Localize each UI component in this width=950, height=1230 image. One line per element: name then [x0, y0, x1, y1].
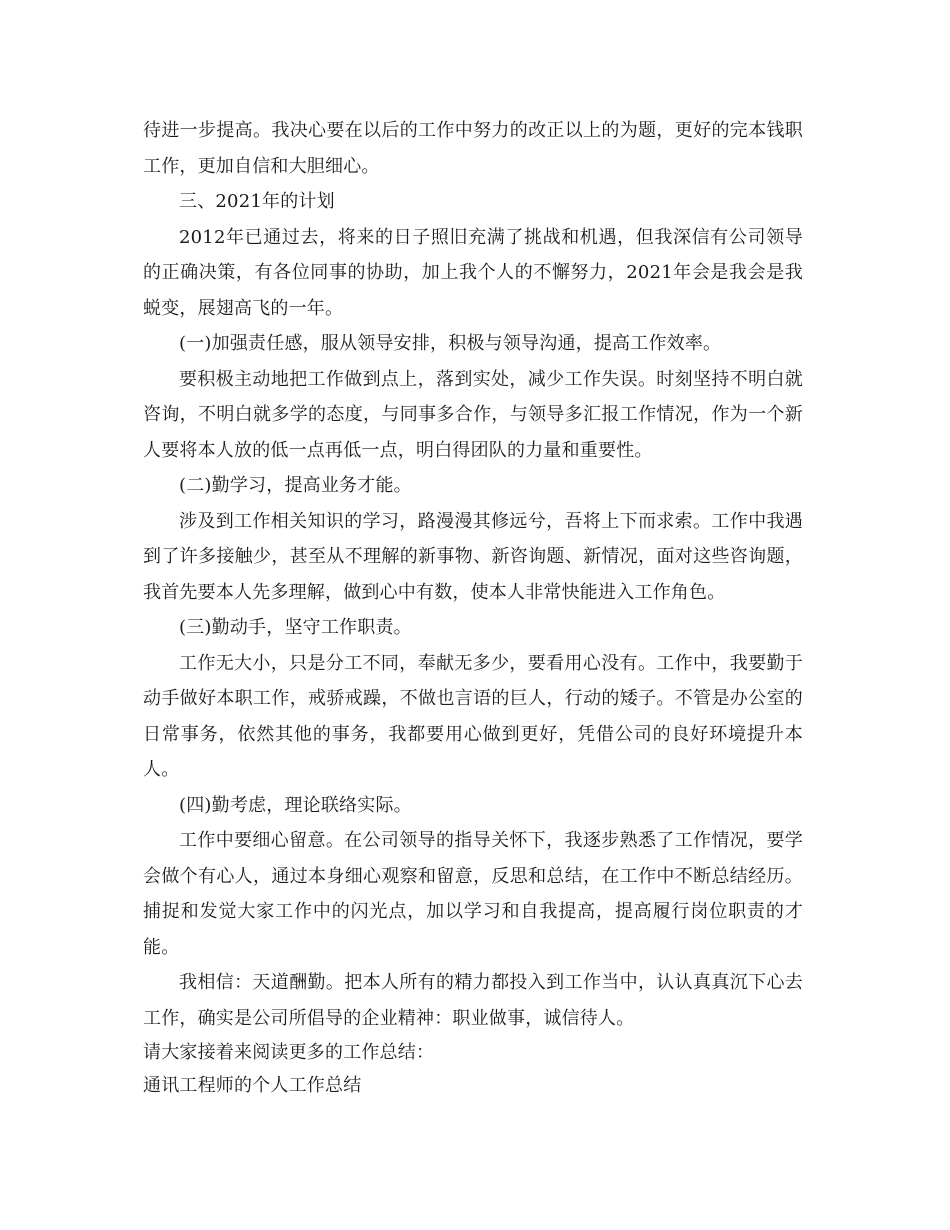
paragraph-responsibility: 要积极主动地把工作做到点上，落到实处，减少工作失误。时刻坚持不明白就咨询，不明白就多学的态度，与同事多合作，与领导多汇报工作情况，作为一个新人要将本人放的低一点再低一点，明白得团队的力量和重要性。: [143, 368, 803, 461]
paragraph-study: 涉及到工作相关知识的学习，路漫漫其修远兮，吾将上下而求索。工作中我遇到了许多接触少，甚至从不理解的新事物、新咨询题、新情况，面对这些咨询题，我首先要本人先多理解，做到心中有数，使本人非常快能进入工作角色。: [143, 510, 803, 603]
paragraph-hands-on: 工作无大小，只是分工不同，奉献无多少，要看用心没有。工作中，我要勤于动手做好本职工作，戒骄戒躁，不做也言语的巨人，行动的矮子。不管是办公室的日常事务，依然其他的事务，我都要用心做到更好，凭借公司的良好环境提升本人。: [143, 652, 803, 780]
related-article-title: 通讯工程师的个人工作总结: [143, 1075, 362, 1096]
subheading-hands-on: (三)勤动手，坚守工作职责。: [179, 617, 412, 638]
subheading-study: (二)勤学习，提高业务才能。: [179, 475, 412, 496]
subheading-responsibility: (一)加强责任感，服从领导安排，积极与领导沟通，提高工作效率。: [179, 333, 722, 354]
section-heading-plan: 三、2021年的计划: [179, 191, 335, 212]
subheading-thinking: (四)勤考虑，理论联络实际。: [179, 794, 412, 816]
paragraph-belief: 我相信：天道酬勤。把本人所有的精力都投入到工作当中，认认真真沉下心去工作，确实是公司所倡导的企业精神：职业做事，诚信待人。: [143, 972, 803, 1029]
document-body: [143, 113, 803, 1102]
paragraph-plan-intro: 2012年已通过去，将来的日子照旧充满了挑战和机遇，但我深信有公司领导的正确决策，有各位同事的协助，加上我个人的不懈努力，2021年会是我会是我蜕变，展翅高飞的一年。: [143, 226, 803, 319]
paragraph-thinking: 工作中要细心留意。在公司领导的指导关怀下，我逐步熟悉了工作情况，要学会做个有心人，通过本身细心观察和留意，反思和总结，在工作中不断总结经历。捕捉和发觉大家工作中的闪光点，加以学习和自我提高，提高履行岗位职责的才能。: [143, 830, 803, 958]
read-more-prompt: 请大家接着来阅读更多的工作总结：: [143, 1042, 435, 1063]
paragraph-continuation: 待进一步提高。我决心要在以后的工作中努力的改正以上的为题，更好的完本钱职工作，更加自信和大胆细心。: [143, 120, 803, 177]
